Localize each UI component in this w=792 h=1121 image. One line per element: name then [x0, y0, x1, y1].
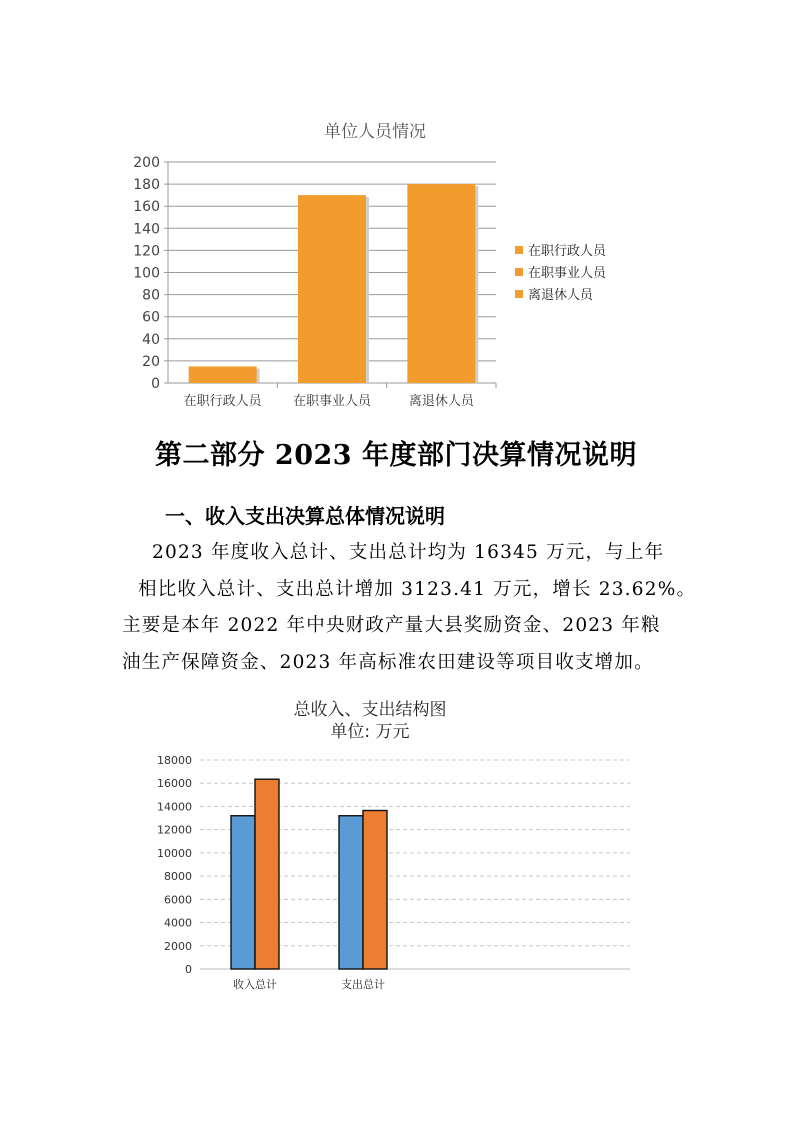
bar	[298, 195, 366, 383]
y-tick-label: 2000	[164, 939, 192, 953]
x-tick-label: 在职行政人员	[183, 394, 262, 409]
legend-label: 离退休人员	[528, 288, 594, 303]
staff-chart	[120, 110, 640, 420]
x-tick-label: 收入总计	[233, 978, 277, 991]
x-tick-label: 支出总计	[341, 978, 385, 991]
body-paragraph	[122, 535, 697, 681]
paragraph-line: 主要是本年 2022 年中央财政产量大县奖励资金、2023 年粮	[122, 615, 661, 636]
bar	[363, 811, 387, 969]
y-tick-label: 16000	[157, 777, 192, 791]
x-tick-label: 离退休人员	[408, 394, 474, 409]
income-expense-chart-svg	[140, 695, 640, 995]
bar	[407, 184, 475, 383]
y-tick-label: 100	[133, 265, 160, 282]
paragraph-line: 油生产保障资金、2023 年高标准农田建设等项目收支增加。	[122, 651, 654, 673]
bar	[339, 816, 363, 969]
y-tick-label: 8000	[164, 870, 192, 884]
bar	[231, 816, 255, 969]
y-tick-label: 0	[151, 376, 160, 392]
legend-swatch	[515, 290, 523, 298]
bar	[189, 366, 257, 383]
y-tick-label: 140	[133, 221, 160, 238]
x-tick-label: 在职事业人员	[292, 394, 372, 409]
y-tick-label: 80	[142, 287, 160, 304]
legend-swatch	[515, 246, 523, 254]
paragraph-line: 相比收入总计、支出总计增加 3123.41 万元，增长 23.62%。	[138, 578, 697, 600]
y-tick-label: 200	[133, 155, 160, 171]
y-tick-label: 6000	[164, 893, 192, 907]
y-tick-label: 4000	[164, 916, 192, 930]
y-tick-label: 12000	[157, 823, 192, 837]
y-tick-label: 0	[185, 963, 192, 976]
income-expense-chart	[140, 695, 640, 995]
staff-chart-title: 单位人员情况	[324, 122, 426, 142]
y-tick-label: 14000	[157, 800, 192, 814]
y-tick-label: 40	[142, 331, 160, 348]
income-expense-chart-title: 总收入、支出结构图	[293, 700, 447, 720]
y-tick-label: 160	[133, 199, 160, 216]
sub-heading: 一、收入支出决算总体情况说明	[165, 504, 445, 528]
staff-chart-svg	[120, 110, 640, 420]
y-tick-label: 180	[133, 177, 160, 194]
y-tick-label: 18000	[157, 754, 192, 767]
income-expense-chart-subtitle: 单位: 万元	[330, 722, 410, 742]
y-tick-label: 20	[142, 353, 160, 370]
legend-swatch	[515, 268, 523, 276]
bar	[255, 779, 279, 969]
legend-label: 在职行政人员	[528, 244, 607, 259]
legend-label: 在职事业人员	[528, 266, 607, 281]
y-tick-label: 120	[133, 243, 160, 260]
paragraph-line: 2023 年度收入总计、支出总计均为 16345 万元，与上年	[152, 542, 665, 563]
section-title: 第二部分 2023 年度部门决算情况说明	[155, 440, 637, 471]
y-tick-label: 60	[142, 309, 160, 326]
y-tick-label: 10000	[157, 846, 192, 860]
